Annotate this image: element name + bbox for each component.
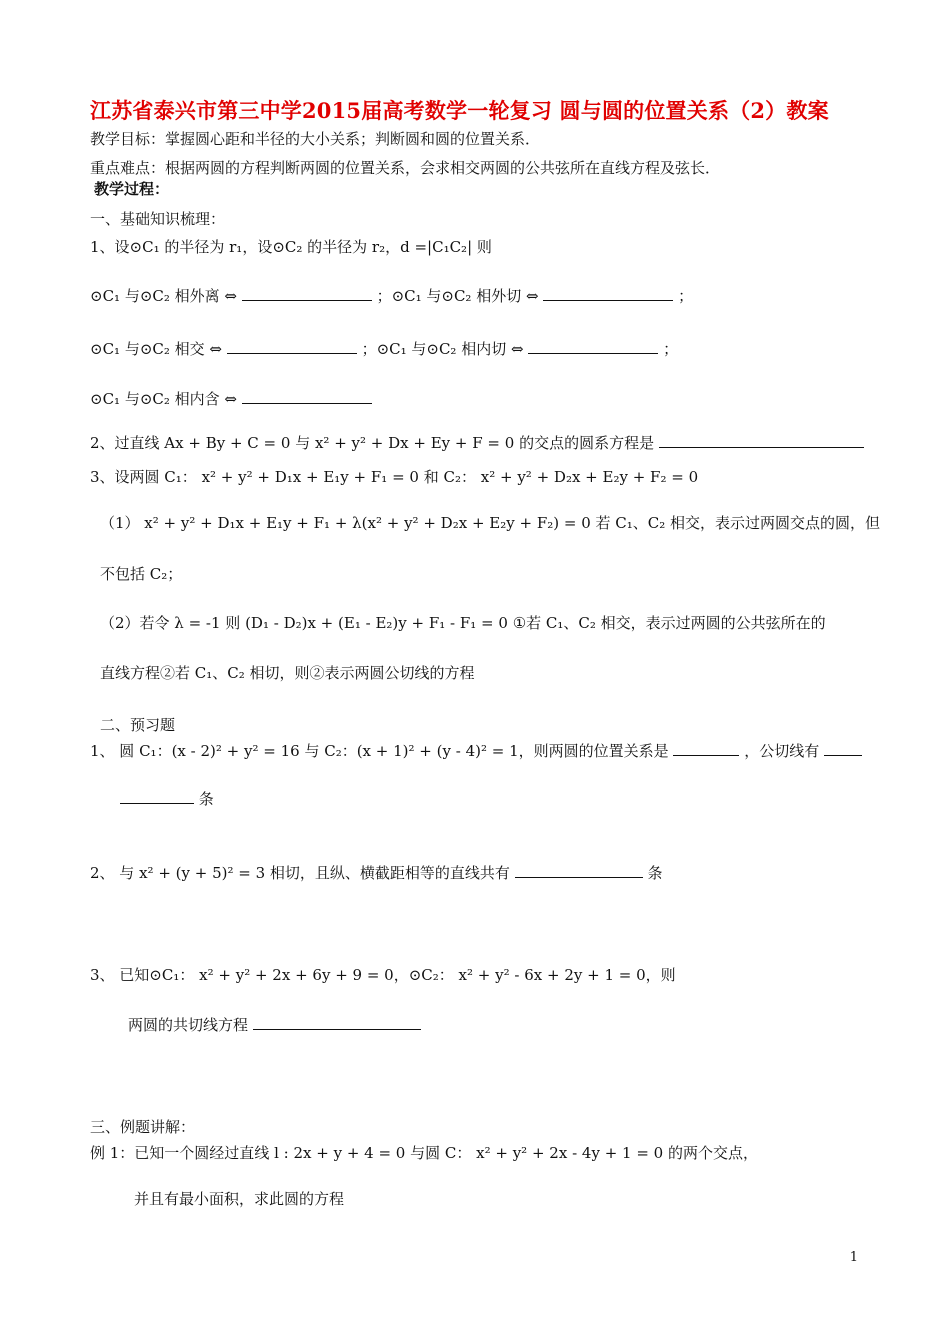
answer-blank-q3[interactable]: [253, 1015, 421, 1030]
item-3-1-line-b: 不包括 C₂；: [100, 565, 183, 583]
question-3-cont: [128, 1014, 421, 1036]
relation-contain-label: ⊙C₁ 与⊙C₂ 相内含 ⇔: [90, 390, 237, 408]
question-1-tangent-text: ，公切线有: [744, 742, 820, 760]
answer-blank-intersect[interactable]: [227, 339, 357, 354]
section-1-heading: 一、基础知识梳理：: [90, 210, 226, 228]
answer-blank-ext-tangent[interactable]: [543, 286, 673, 301]
question-3-text: 3、 已知⊙C₁： x² + y² + 2x + 6y + 9 = 0，⊙C₂： x² + y² - 6x + 2y + 1 = 0，则: [90, 966, 676, 984]
answer-blank-external[interactable]: [242, 286, 372, 301]
relation-int-tangent-label: ；⊙C₁ 与⊙C₂ 相内切 ⇔: [361, 340, 524, 358]
question-2-suffix: 条: [647, 864, 663, 882]
question-1-text: 1、 圆 C₁：(x - 2)² + y² = 16 与 C₂：(x + 1)² + (y - 4)² = 1，则两圆的位置关系是: [90, 742, 669, 760]
answer-blank-q1-tangent-b[interactable]: [120, 789, 194, 804]
relation-intersect-label: ⊙C₁ 与⊙C₂ 相交 ⇔: [90, 340, 222, 358]
section-3-heading: 三、例题讲解：: [90, 1118, 196, 1136]
answer-blank-int-tangent[interactable]: [528, 339, 658, 354]
question-3-prompt: 两圆的共切线方程: [128, 1016, 249, 1034]
item-3-2-line-b: 直线方程②若 C₁、C₂ 相切，则②表示两圆公切线的方程: [100, 664, 475, 682]
key-points: 重点难点：根据两圆的方程判断两圆的位置关系，会求相交两圆的公共弦所在直线方程及弦长．: [90, 159, 721, 177]
question-2-text: 2、 与 x² + (y + 5)² = 3 相切，且纵、横截距相等的直线共有: [90, 864, 510, 882]
question-1: [90, 740, 862, 762]
example-1-line-b: 并且有最小面积，求此圆的方程: [134, 1190, 345, 1208]
question-2: [90, 862, 663, 884]
teaching-objectives: 教学目标：掌握圆心距和半径的大小关系；判断圆和圆的位置关系．: [90, 130, 541, 148]
item-2-text: 2、过直线 Ax + By + C = 0 与 x² + y² + Dx + Ey + F = 0 的交点的圆系方程是: [90, 434, 655, 452]
section-2-heading: 二、预习题: [100, 716, 176, 734]
page-number: 1: [849, 1250, 858, 1265]
item-1-text: 1、设⊙C₁ 的半径为 r₁，设⊙C₂ 的半径为 r₂，d =|C₁C₂| 则: [90, 238, 492, 256]
example-1-line-a: 例 1：已知一个圆经过直线 l : 2x + y + 4 = 0 与圆 C： x² + y² + 2x - 4y + 1 = 0 的两个交点，: [90, 1144, 758, 1162]
item-3-2-line-a: （2）若令 λ = -1 则 (D₁ - D₂)x + (E₁ - E₂)y + F₁ - F₁ = 0 ①若 C₁、C₂ 相交，表示过两圆的公共弦所在的: [100, 614, 826, 632]
question-1-suffix: 条: [198, 790, 214, 808]
process-heading: 教学过程：: [94, 180, 170, 198]
relation-row-2: [90, 338, 678, 360]
semicolon: ；: [678, 287, 694, 305]
item-3-1-line-a: （1） x² + y² + D₁x + E₁y + F₁ + λ(x² + y² + D₂x + E₂y + F₂) = 0 若 C₁、C₂ 相交，表示过两圆交点的圆，但: [100, 514, 881, 532]
question-1-cont: [120, 788, 214, 810]
answer-blank-q1-tangent-a[interactable]: [824, 741, 862, 756]
answer-blank-circle-family[interactable]: [659, 433, 864, 448]
page-title: 江苏省泰兴市第三中学2015届高考数学一轮复习 圆与圆的位置关系（2）教案: [90, 98, 829, 123]
answer-blank-q1-relation[interactable]: [673, 741, 739, 756]
relation-row-1: [90, 285, 693, 307]
relation-ext-tangent-label: ；⊙C₁ 与⊙C₂ 相外切 ⇔: [376, 287, 539, 305]
relation-row-3: [90, 388, 372, 410]
answer-blank-contain[interactable]: [242, 389, 372, 404]
semicolon: ；: [663, 340, 679, 358]
relation-external-label: ⊙C₁ 与⊙C₂ 相外离 ⇔: [90, 287, 237, 305]
answer-blank-q2[interactable]: [515, 863, 643, 878]
item-3-text: 3、设两圆 C₁： x² + y² + D₁x + E₁y + F₁ = 0 和 C₂： x² + y² + D₂x + E₂y + F₂ = 0: [90, 468, 699, 486]
item-2: [90, 432, 864, 454]
